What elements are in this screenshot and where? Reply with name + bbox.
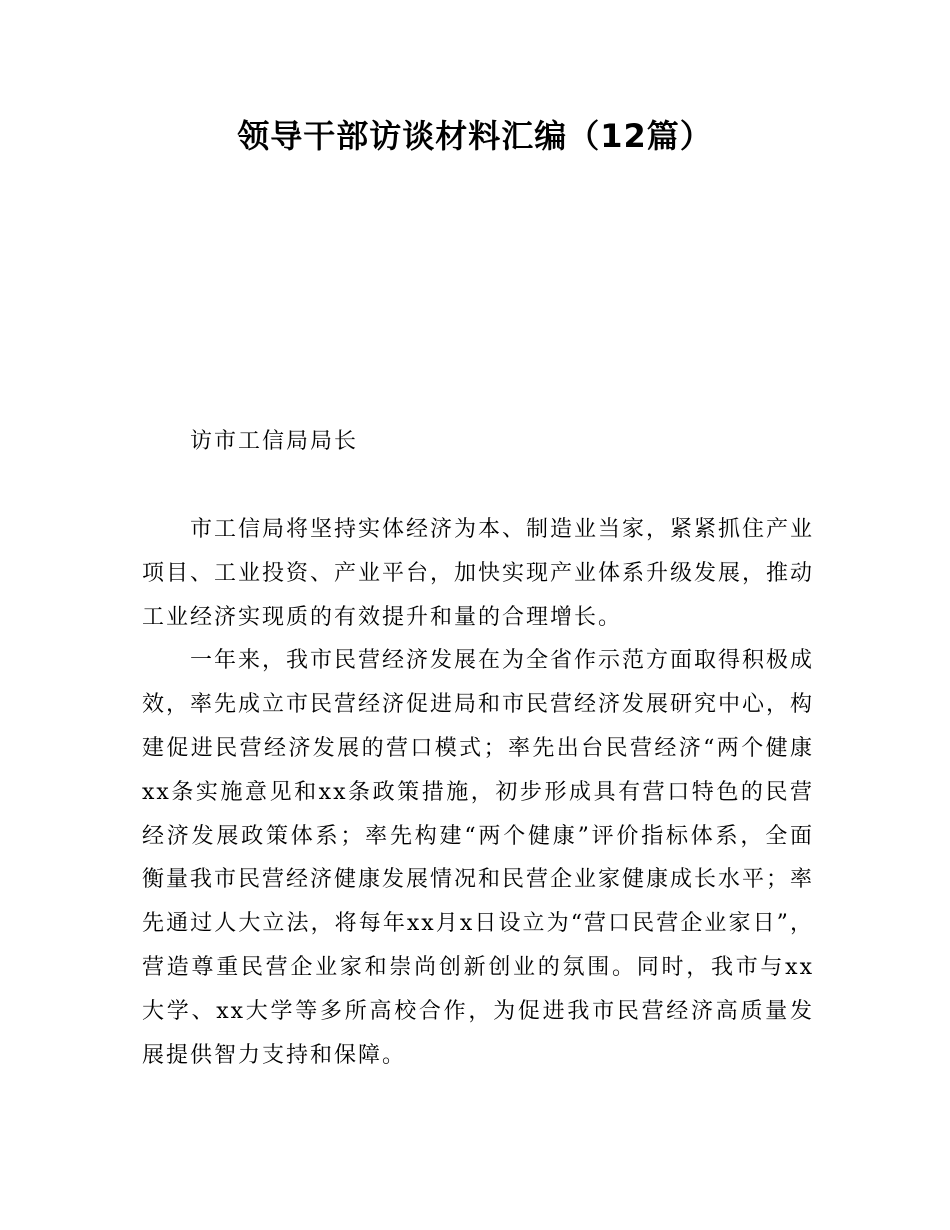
paragraph: 市工信局将坚持实体经济为本、制造业当家，紧紧抓住产业项目、工业投资、产业平台，加快实现产业体系升级发展，推动工业经济实现质的有效提升和量的合理增长。 (142, 517, 815, 630)
paragraph: 一年来，我市民营经济发展在为全省作示范方面取得积极成效，率先成立市民营经济促进局和市民营经济发展研究中心，构建促进民营经济发展的营口模式；率先出台民营经济“两个健康xx条实施意见和xx条政策措施，初步形成具有营口特色的民营经济发展政策体系；率先构建“两个健康”评价指标体系，全面衡量我市民营经济健康发展情况和民营企业家健康成长水平；率先通过人大立法，将每年xx月x日设立为“营口民营企业家日”，营造尊重民营企业家和崇尚创新创业的氛围。同时，我市与xx大学、xx大学等多所高校合作，为促进我市民营经济高质量发展提供智力支持和保障。 (142, 648, 815, 1068)
document-title: 领导干部访谈材料汇编（12篇） (237, 117, 713, 155)
document-body (142, 508, 814, 1077)
section-heading: 访市工信局局长 (190, 429, 359, 454)
